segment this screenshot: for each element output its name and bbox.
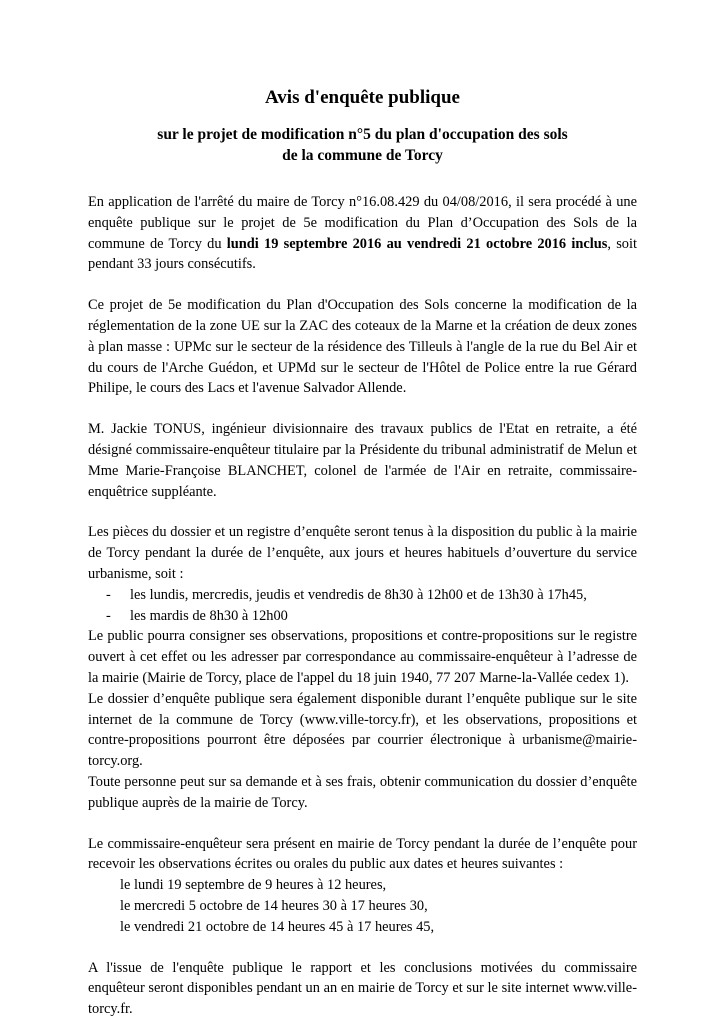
permanences-list: [88, 875, 637, 937]
paragraph-project: Ce projet de 5e modification du Plan d'Occupation des Sols concerne la modification de la réglementation de la zone UE sur la ZAC des coteaux de la Marne et la création de deux zones à plan masse : UPMc sur le secteur de la résidence des Tilleuls à l'angle de la rue du Bel Air et du cours de l'Arche Guédon, et UPMd sur le secteur de l'Hôtel de Police entre la rue Gérard Philipe, le cours des Lacs et l'avenue Salvador Allende.: [88, 297, 637, 397]
list-item: le mercredi 5 octobre de 14 heures 30 à 17 heures 30,: [120, 897, 428, 914]
paragraph-permanences: Le commissaire-enquêteur sera présent en mairie de Torcy pendant la durée de l’enquête pour recevoir les observations écrites ou orales du public aux dates et heures suivantes :: [88, 835, 637, 873]
paragraph-website: Le dossier d’enquête publique sera également disponible durant l’enquête publique sur le site internet de la commune de Torcy (www.ville-torcy.fr), et les observations, propositions et contre-propositions pourront être déposées par courrier électronique à urbanisme@mairie-torcy.org.: [88, 690, 637, 770]
notice-title: Avis d'enquête publique: [265, 87, 460, 108]
list-item-text: les mardis de 8h30 à 12h00: [130, 607, 288, 624]
list-item: [88, 606, 637, 627]
paragraph-observations: Le public pourra consigner ses observations, propositions et contre-propositions sur le registre ouvert à cet effet ou les adresser par correspondance au commissaire-enquêteur à l’adresse de la mairie (Mairie de Torcy, place de l'appel du 18 juin 1940, 77 207 Marne-la-Vallée cedex 1).: [88, 628, 637, 686]
list-item: le lundi 19 septembre de 9 heures à 12 heures,: [120, 877, 387, 894]
arrete-duration: , soit pendant 33 jours consécutifs.: [88, 235, 637, 273]
paragraph-dossier: Les pièces du dossier et un registre d’enquête seront tenus à la disposition du public à la mairie de Torcy pendant la durée de l’enquête, aux jours et heures habituels d’ouverture du service urbanisme, soit :: [88, 524, 637, 582]
paragraph-communication: Toute personne peut sur sa demande et à ses frais, obtenir communication du dossier d’enquête publique auprès de la mairie de Torcy.: [88, 773, 637, 811]
subtitle-line-1: sur le projet de modification n°5 du plan d'occupation des sols: [157, 126, 568, 143]
enquete-dates: lundi 19 septembre 2016 au vendredi 21 octobre 2016 inclus: [226, 235, 608, 252]
subtitle-line-2: de la commune de Torcy: [282, 147, 443, 164]
opening-hours-list: [88, 585, 637, 627]
list-dash: -: [106, 607, 111, 624]
paragraph-arrete: [88, 192, 637, 275]
list-item: le vendredi 21 octobre de 14 heures 45 à 17 heures 45,: [120, 918, 435, 935]
list-dash: -: [106, 586, 111, 603]
list-item: [88, 585, 637, 606]
list-item-text: les lundis, mercredis, jeudis et vendredis de 8h30 à 12h00 et de 13h30 à 17h45,: [130, 586, 587, 603]
notice-page: [88, 86, 637, 1020]
notice-subtitle: [88, 124, 637, 166]
paragraph-report: A l'issue de l'enquête publique le rapport et les conclusions motivées du commissaire enquêteur seront disponibles pendant un an en mairie de Torcy et sur le site internet www.ville-torcy.fr.: [88, 959, 637, 1018]
paragraph-commissioner: M. Jackie TONUS, ingénieur divisionnaire des travaux publics de l'Etat en retraite, a été désigné commissaire-enquêteur titulaire par la Présidente du tribunal administratif de Melun et Mme Marie-Françoise BLANCHET, colonel de l'armée de l'Air en retraite, commissaire-enquêtrice suppléante.: [88, 421, 637, 500]
arrete-text: En application de l'arrêté du maire de Torcy n°16.08.429 du 04/08/2016, il sera procédé à une enquête publique sur le projet de 5e modification du Plan d’Occupation des Sols de la commune de Torcy du: [88, 194, 637, 252]
